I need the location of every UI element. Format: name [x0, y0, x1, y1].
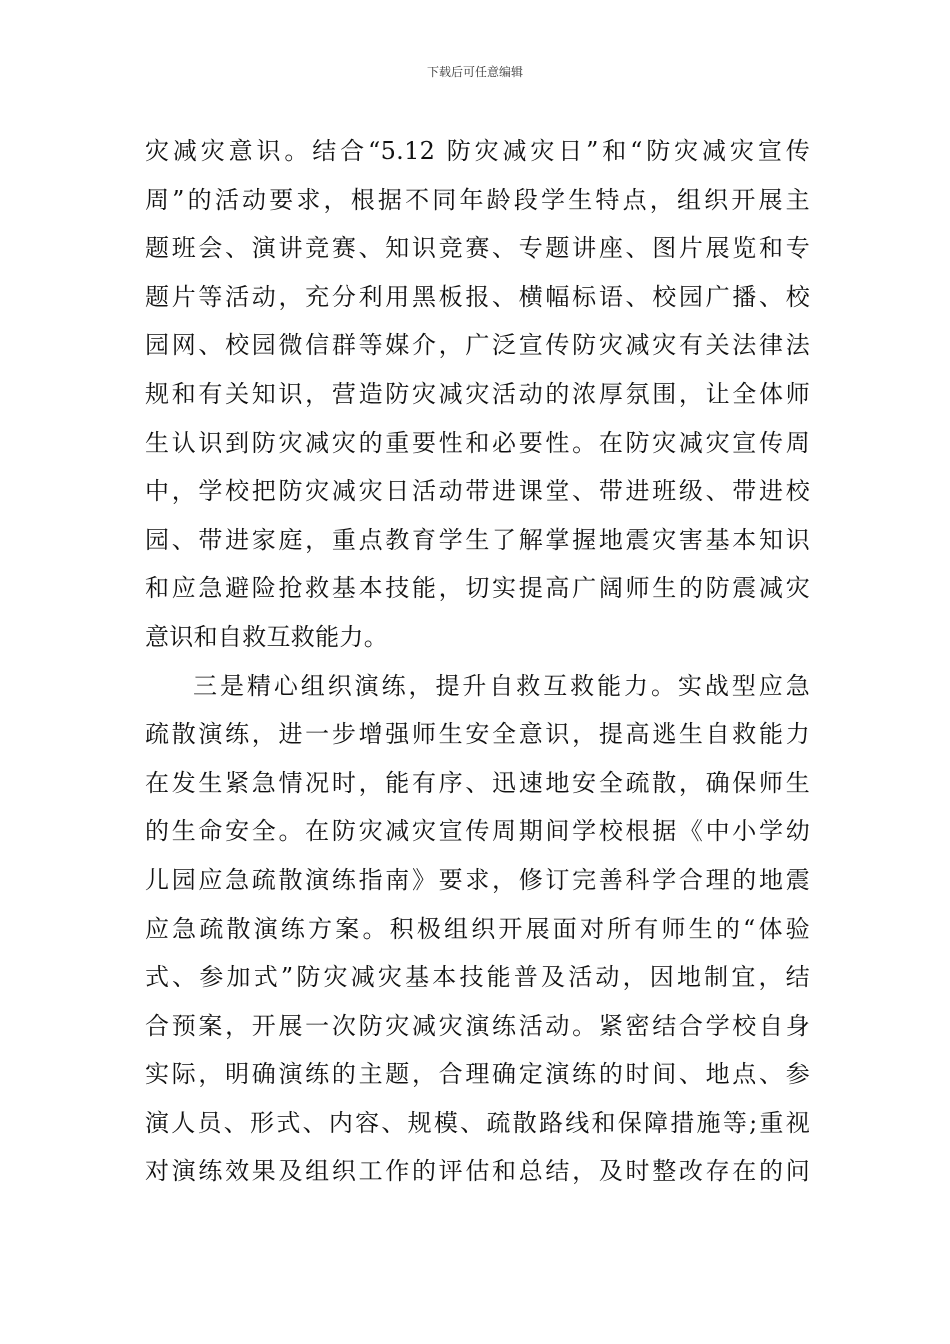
text-line: 园网、校园微信群等媒介，广泛宣传防灾减灾有关法律法	[145, 331, 810, 360]
text-line: 规和有关知识，营造防灾减灾活动的浓厚氛围，让全体师	[145, 379, 810, 408]
text-line: 式、参加式”防灾减灾基本技能普及活动，因地制宜，结	[145, 963, 810, 992]
paragraph-first-line: 三是精心组织演练，提升自救互救能力。实战型应急	[193, 671, 810, 700]
text-line: 的生命安全。在防灾减灾宣传周期间学校根据《中小学幼	[145, 817, 810, 846]
text-line: 应急疏散演练方案。积极组织开展面对所有师生的“体验	[145, 914, 810, 943]
page-header: 下载后可任意编辑	[426, 65, 523, 79]
text-line: 园、带进家庭，重点教育学生了解掌握地震灾害基本知识	[145, 525, 810, 554]
text-line: 和应急避险抢救基本技能，切实提高广阔师生的防震减灾	[145, 574, 810, 603]
text-line: 在发生紧急情况时，能有序、迅速地安全疏散，确保师生	[145, 768, 810, 797]
text-line: 灾减灾意识。结合“5.12 防灾减灾日”和“防灾减灾宣传	[145, 137, 810, 165]
text-line: 意识和自救互救能力。	[145, 622, 388, 651]
text-line: 疏散演练，进一步增强师生安全意识，提高逃生自救能力	[145, 720, 810, 749]
text-line: 题班会、演讲竞赛、知识竞赛、专题讲座、图片展览和专	[145, 234, 810, 263]
text-line: 生认识到防灾减灾的重要性和必要性。在防灾减灾宣传周	[145, 428, 810, 457]
text-line: 合预案，开展一次防灾减灾演练活动。紧密结合学校自身	[145, 1011, 810, 1040]
text-line: 对演练效果及组织工作的评估和总结，及时整改存在的问	[145, 1157, 810, 1186]
text-line: 中，学校把防灾减灾日活动带进课堂、带进班级、带进校	[145, 477, 810, 506]
text-line: 周”的活动要求，根据不同年龄段学生特点，组织开展主	[145, 185, 810, 214]
text-line: 儿园应急疏散演练指南》要求，修订完善科学合理的地震	[145, 865, 810, 894]
text-line: 实际，明确演练的主题，合理确定演练的时间、地点、参	[145, 1060, 810, 1089]
body-text	[145, 127, 810, 1196]
text-line: 题片等活动，充分利用黑板报、横幅标语、校园广播、校	[145, 282, 810, 311]
text-line: 演人员、形式、内容、规模、疏散路线和保障措施等;重视	[145, 1108, 810, 1137]
